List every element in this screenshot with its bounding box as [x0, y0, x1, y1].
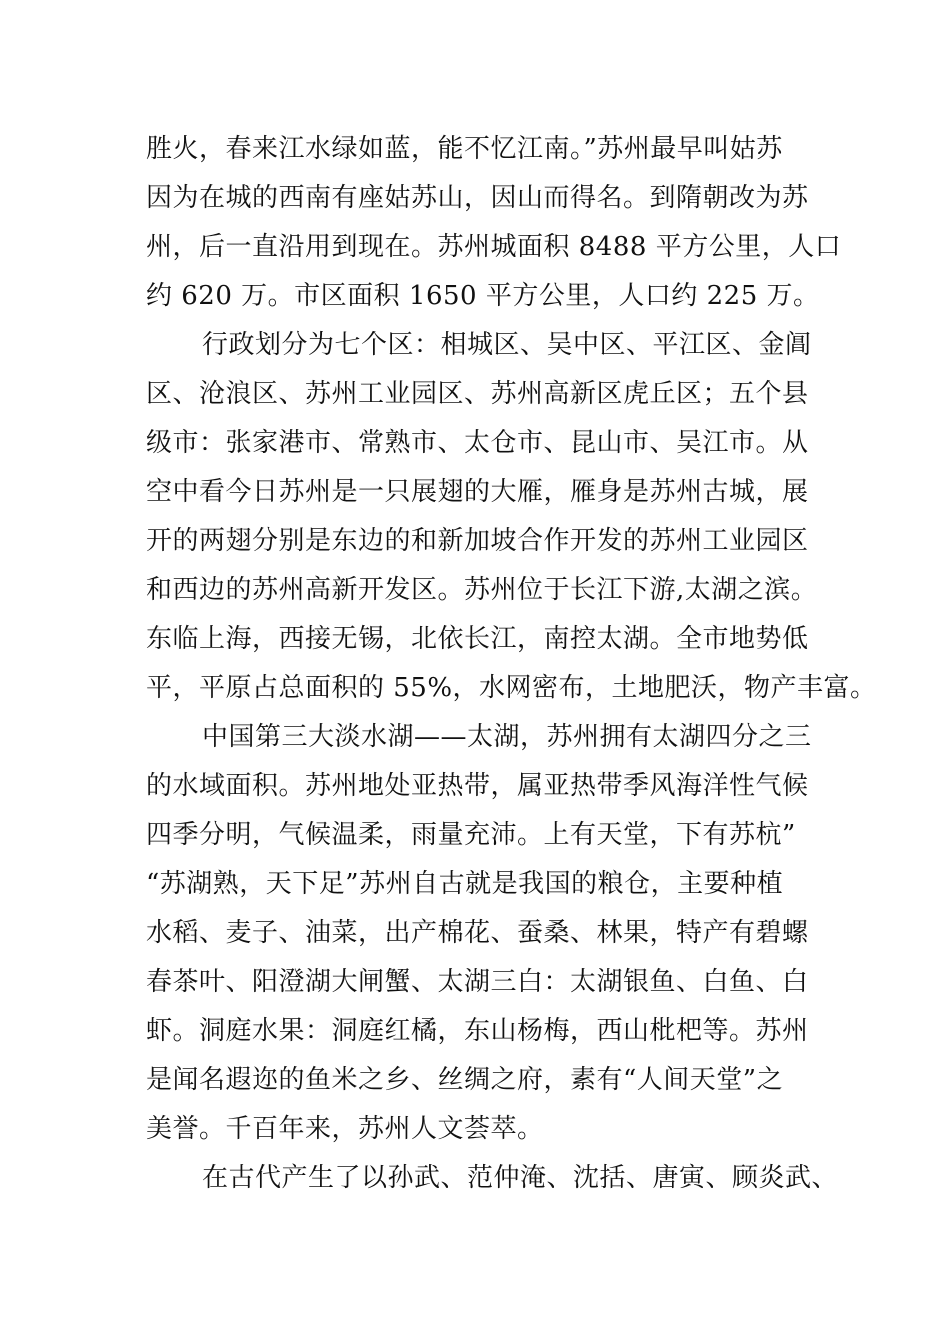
text-line: 的水域面积。苏州地处亚热带，属亚热带季风海洋性气候: [146, 771, 809, 801]
text-line: 胜火，春来江水绿如蓝，能不忆江南。”苏州最早叫姑苏: [146, 134, 783, 164]
text-line: 开的两翅分别是东边的和新加坡合作开发的苏州工业园区: [146, 526, 809, 556]
paragraph-1: [146, 125, 846, 321]
text-line: 是闻名遐迩的鱼米之乡、丝绸之府，素有“人间天堂”之: [146, 1065, 784, 1095]
text-line: 东临上海，西接无锡，北依长江，南控太湖。全市地势低: [146, 624, 809, 654]
text-line: 州，后一直沿用到现在。苏州城面积 8488 平方公里，人口: [146, 232, 842, 262]
text-line: “苏湖熟，天下足”苏州自古就是我国的粮仓，主要种植: [146, 869, 784, 899]
paragraph-4: [146, 1154, 846, 1203]
text-line: 虾。洞庭水果：洞庭红橘，东山杨梅，西山枇杷等。苏州: [146, 1016, 809, 1046]
text-line: 空中看今日苏州是一只展翅的大雁，雁身是苏州古城，展: [146, 477, 809, 507]
text-line: 春茶叶、阳澄湖大闸蟹、太湖三白：太湖银鱼、白鱼、白: [146, 967, 809, 997]
text-line: 在古代产生了以孙武、范仲淹、沈括、唐寅、顾炎武、: [202, 1163, 839, 1193]
text-line: 平，平原占总面积的 55%，水网密布，土地肥沃，物产丰富。: [146, 673, 877, 703]
text-line: 级市：张家港市、常熟市、太仓市、昆山市、吴江市。从: [146, 428, 809, 458]
paragraph-3: [146, 713, 846, 1154]
text-line: 约 620 万。市区面积 1650 平方公里，人口约 225 万。: [146, 281, 820, 311]
text-line: 四季分明，气候温柔，雨量充沛。上有天堂，下有苏杭”: [146, 820, 796, 850]
paragraph-2: [146, 321, 877, 713]
text-line: 和西边的苏州高新开发区。苏州位于长江下游,太湖之滨。: [146, 575, 818, 605]
text-line: 水稻、麦子、油菜，出产棉花、蚕桑、林果，特产有碧螺: [146, 918, 809, 948]
text-line: 区、沧浪区、苏州工业园区、苏州高新区虎丘区；五个县: [146, 379, 809, 409]
text-line: 因为在城的西南有座姑苏山，因山而得名。到隋朝改为苏: [146, 183, 809, 213]
text-line: 中国第三大淡水湖——太湖，苏州拥有太湖四分之三: [202, 722, 812, 752]
text-line: 行政划分为七个区：相城区、吴中区、平江区、金阊: [202, 330, 812, 360]
text-line: 美誉。千百年来，苏州人文荟萃。: [146, 1114, 544, 1144]
body-text: [146, 125, 877, 1203]
